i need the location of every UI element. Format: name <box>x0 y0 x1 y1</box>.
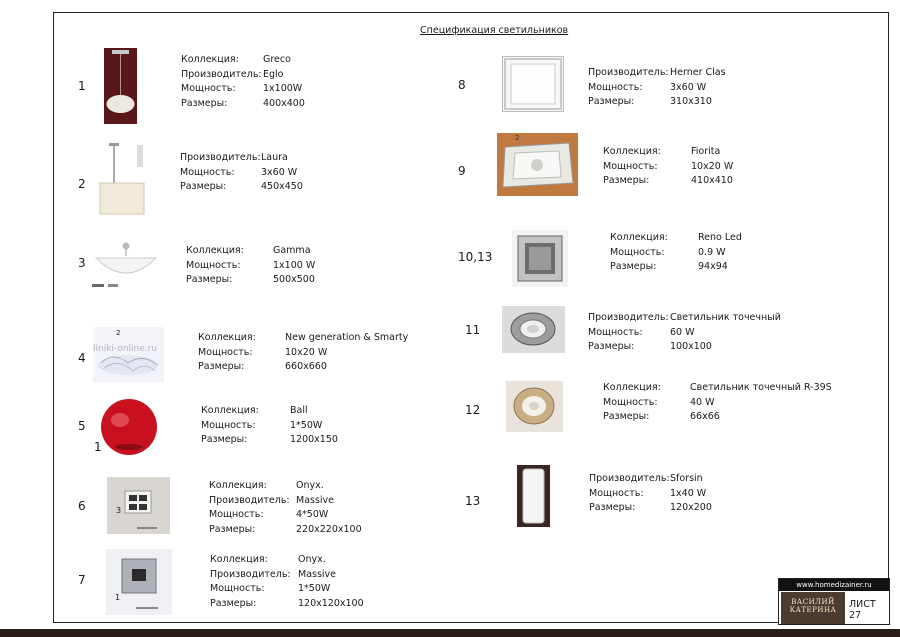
item-spec <box>603 145 733 189</box>
glass-square-lamp-image <box>497 133 578 196</box>
spec-value: 450x450 <box>261 181 303 192</box>
spec-value: 120x200 <box>670 502 712 513</box>
spec-value: Reno Led <box>698 232 742 243</box>
pendant-lamp-image <box>104 48 137 124</box>
spec-label: Мощность: <box>603 396 658 408</box>
red-ball-lamp-image <box>98 398 160 456</box>
spec-label: Мощность: <box>588 326 643 338</box>
spec-label: Размеры: <box>180 181 227 192</box>
spec-value: Onyx. <box>298 554 326 565</box>
spec-label: Коллекция: <box>201 405 259 416</box>
spec-label: Размеры: <box>603 411 650 422</box>
spec-value: 10x20 W <box>691 160 734 172</box>
studio-logo <box>781 592 845 624</box>
image-marker: 3 <box>116 506 122 515</box>
spec-label: Мощность: <box>181 83 236 94</box>
spec-label: Производитель: <box>588 312 669 323</box>
logo-text: ВАСИЛИЙ <box>791 598 835 606</box>
spec-label: Мощность: <box>198 346 253 358</box>
spec-value: New generation & Smarty <box>285 332 409 343</box>
spec-label: Размеры: <box>588 341 635 352</box>
spec-label: Мощность: <box>201 419 256 431</box>
spec-label: Размеры: <box>603 175 650 186</box>
spec-value: 66x66 <box>690 411 720 422</box>
spec-value: 1*50W <box>290 419 323 431</box>
spec-label: Размеры: <box>186 274 233 285</box>
reflector-spot-image <box>506 381 563 432</box>
spec-label: Размеры: <box>209 523 256 535</box>
spec-value: Massive <box>296 494 335 506</box>
item-spec <box>180 151 303 195</box>
spec-label: Размеры: <box>610 261 657 272</box>
item-spec <box>198 331 408 375</box>
spec-value: 60 W <box>670 326 695 338</box>
spec-value: Gamma <box>273 245 311 256</box>
item-number: 13 <box>465 494 481 508</box>
spec-value: 94x94 <box>698 261 728 272</box>
spec-label: Мощность: <box>589 487 644 499</box>
spec-value: 3x60 W <box>261 166 298 178</box>
item-number: 7 <box>78 573 86 587</box>
spec-label: Производитель: <box>209 494 290 506</box>
item-number: 3 <box>78 256 86 270</box>
item-number: 2 <box>78 177 86 191</box>
item-spec <box>610 231 742 275</box>
spec-label: Размеры: <box>201 434 248 445</box>
spec-value: Ball <box>290 405 308 416</box>
spec-value: 1x100 W <box>273 259 316 271</box>
wall-sconce-image <box>517 465 550 527</box>
spec-value: 1200x150 <box>290 434 338 445</box>
item-spec <box>209 479 362 537</box>
spec-label: Размеры: <box>181 97 228 109</box>
round-spot-lamp-image <box>502 306 565 353</box>
drum-pendant-image <box>97 141 147 217</box>
item-number: 12 <box>465 403 481 417</box>
spec-label: Мощность: <box>210 583 265 594</box>
spec-value: 1x100W <box>263 83 303 94</box>
spec-label: Производитель: <box>210 568 291 580</box>
spec-label: Производитель: <box>181 68 262 80</box>
spec-value: 120x120x100 <box>298 597 364 609</box>
decorative-border <box>0 629 900 637</box>
item-spec <box>588 66 726 110</box>
spec-value: 40 W <box>690 396 715 408</box>
spec-label: Коллекция: <box>210 554 268 565</box>
spec-value: 4*50W <box>296 509 329 520</box>
spec-label: Мощность: <box>209 509 264 520</box>
spec-value: Massive <box>298 568 337 580</box>
page-title: Спецификация светильников <box>420 25 569 36</box>
spec-label: Мощность: <box>186 259 241 271</box>
item-spec <box>588 311 781 355</box>
logo-text: КАТЕРИНА <box>789 606 837 614</box>
image-marker: 2 <box>515 134 520 142</box>
spec-value: Sforsin <box>670 473 703 484</box>
spec-label: Производитель: <box>180 152 261 163</box>
spec-label: Коллекция: <box>181 54 239 65</box>
spec-value: Laura <box>261 152 288 163</box>
spec-value: Herner Clas <box>670 67 726 78</box>
item-spec <box>181 53 305 111</box>
item-spec <box>210 553 364 611</box>
spec-value: 10x20 W <box>285 346 328 358</box>
image-marker: 2 <box>116 329 121 337</box>
spec-value: 400x400 <box>263 97 305 109</box>
spotlight-box-1-image <box>106 549 172 615</box>
led-square-spot-image <box>512 230 568 287</box>
spec-label: Коллекция: <box>603 146 661 157</box>
spec-value: Greco <box>263 54 291 65</box>
item-spec <box>186 244 315 288</box>
spec-label: Размеры: <box>588 96 635 107</box>
spec-value: Fiorita <box>691 146 721 157</box>
spec-value: 3x60 W <box>670 81 707 93</box>
item-spec <box>201 404 338 448</box>
item-number: 6 <box>78 499 86 513</box>
spec-label: Размеры: <box>589 502 636 513</box>
spec-label: Размеры: <box>198 361 245 372</box>
spec-value: 220x220x100 <box>296 523 362 535</box>
image-marker: 1 <box>115 593 121 602</box>
spec-label: Размеры: <box>210 597 257 609</box>
watermark-text: liniki-online.ru <box>93 344 158 354</box>
spec-value: 100x100 <box>670 341 712 352</box>
spec-value: 310x310 <box>670 96 712 107</box>
spec-value: 660x660 <box>285 361 327 372</box>
square-ceiling-lamp-image <box>502 56 564 112</box>
spotlight-box-4-image <box>107 477 170 534</box>
item-spec <box>603 381 832 425</box>
spec-value: 410x410 <box>691 175 733 186</box>
spec-value: Светильник точечный <box>670 312 781 323</box>
spec-label: Мощность: <box>588 81 643 93</box>
website-url: www.homedizainer.ru <box>779 579 889 591</box>
spec-value: Светильник точечный R-39S <box>690 382 832 393</box>
spec-label: Коллекция: <box>198 332 256 343</box>
image-marker: 1 <box>94 440 102 454</box>
sheet-number: ЛИСТ 27 <box>849 599 876 621</box>
spec-value: 1*50W <box>298 583 331 594</box>
item-number: 9 <box>458 164 466 178</box>
item-number: 11 <box>465 323 481 337</box>
spec-label: Мощность: <box>180 166 235 178</box>
spec-label: Коллекция: <box>186 245 244 256</box>
spec-label: Мощность: <box>610 246 665 258</box>
item-number: 4 <box>78 351 86 365</box>
spec-label: Производитель: <box>589 473 670 484</box>
title-block-stamp <box>778 578 890 625</box>
spec-value: Eglo <box>263 68 284 80</box>
item-spec <box>589 472 712 516</box>
spec-label: Коллекция: <box>603 382 661 393</box>
item-number: 10,13 <box>458 250 493 264</box>
spec-value: Onyx. <box>296 480 324 491</box>
spec-label: Производитель: <box>588 67 669 78</box>
item-number: 5 <box>78 419 86 433</box>
spec-label: Коллекция: <box>209 480 267 491</box>
item-number: 8 <box>458 78 466 92</box>
item-number: 1 <box>78 79 86 93</box>
spec-value: 1x40 W <box>670 487 707 499</box>
spec-value: 0.9 W <box>698 246 726 258</box>
spec-label: Коллекция: <box>610 232 668 243</box>
spec-value: 500x500 <box>273 274 315 285</box>
crystal-ceiling-lamp-image <box>93 327 164 382</box>
ceiling-bowl-lamp-image <box>90 236 162 292</box>
spec-label: Мощность: <box>603 160 658 172</box>
